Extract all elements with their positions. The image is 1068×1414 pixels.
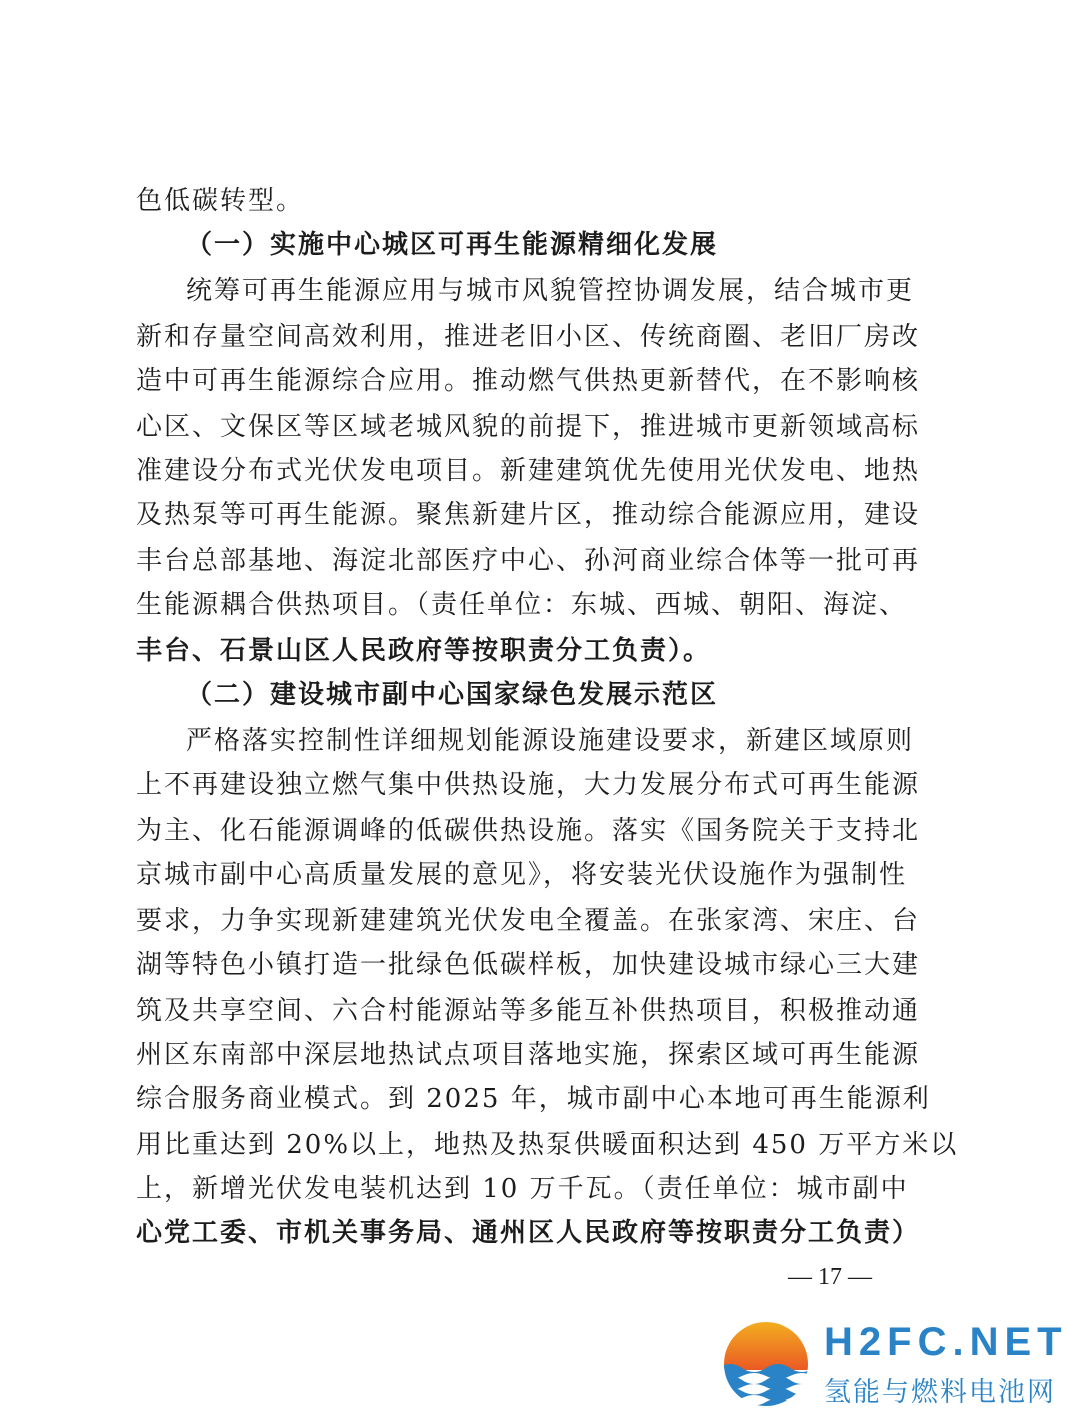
text-line-15: 为主、化石能源调峰的低碳供热设施。落实《国务院关于支持北 <box>136 816 921 846</box>
text-line-21: 综合服务商业模式。到 2025 年，城市副中心本地可再生能源利 <box>136 1084 931 1114</box>
text-line-9: 丰台总部基地、海淀北部医疗中心、孙河商业综合体等一批可再 <box>136 546 921 576</box>
section-heading-2: （二）建设城市副中心国家绿色发展示范区 <box>186 680 719 710</box>
text-line-23: 上，新增光伏发电装机达到 10 万千瓦。（责任单位：城市副中 <box>136 1174 909 1204</box>
text-line-16: 京城市副中心高质量发展的意见》，将安装光伏设施作为强制性 <box>136 860 908 890</box>
section-heading-1: （一）实施中心城区可再生能源精细化发展 <box>186 230 719 260</box>
text-line-13: 严格落实控制性详细规划能源设施建设要求，新建区域原则 <box>186 726 915 756</box>
logo-latin-text: H2FC.NET <box>824 1320 1068 1364</box>
text-line-18: 湖等特色小镇打造一批绿色低碳样板，加快建设城市绿心三大建 <box>136 950 921 980</box>
sun-over-waves-logo-icon <box>718 1316 814 1412</box>
text-line-22: 用比重达到 20%以上，地热及热泵供暖面积达到 450 万平方米以 <box>136 1130 959 1160</box>
site-logo[interactable] <box>718 1316 1068 1414</box>
text-line-19: 筑及共享空间、六合村能源站等多能互补供热项目，积极推动通 <box>136 996 921 1026</box>
text-line-1: 色低碳转型。 <box>136 186 305 216</box>
text-line-24: 心党工委、市机关事务局、通州区人民政府等按职责分工负责） <box>136 1218 921 1248</box>
text-line-8: 及热泵等可再生能源。聚焦新建片区，推动综合能源应用，建设 <box>136 500 921 530</box>
text-line-7: 准建设分布式光伏发电项目。新建建筑优先使用光伏发电、地热 <box>136 456 921 486</box>
text-line-17: 要求，力争实现新建建筑光伏发电全覆盖。在张家湾、宋庄、台 <box>136 906 921 936</box>
text-line-14: 上不再建设独立燃气集中供热设施，大力发展分布式可再生能源 <box>136 770 921 800</box>
text-line-6: 心区、文保区等区域老城风貌的前提下，推进城市更新领域高标 <box>136 412 921 442</box>
text-line-5: 造中可再生能源综合应用。推动燃气供热更新替代，在不影响核 <box>136 366 921 396</box>
text-line-10: 生能源耦合供热项目。（责任单位：东城、西城、朝阳、海淀、 <box>136 590 908 620</box>
text-line-11: 丰台、石景山区人民政府等按职责分工负责）。 <box>136 636 712 666</box>
logo-chinese-text: 氢能与燃料电池网 <box>824 1377 1056 1408</box>
text-line-4: 新和存量空间高效利用，推进老旧小区、传统商圈、老旧厂房改 <box>136 322 921 352</box>
text-line-3: 统筹可再生能源应用与城市风貌管控协调发展，结合城市更 <box>186 276 915 306</box>
page-number: — 17 — <box>788 1264 872 1290</box>
text-line-20: 州区东南部中深层地热试点项目落地实施，探索区域可再生能源 <box>136 1040 921 1070</box>
